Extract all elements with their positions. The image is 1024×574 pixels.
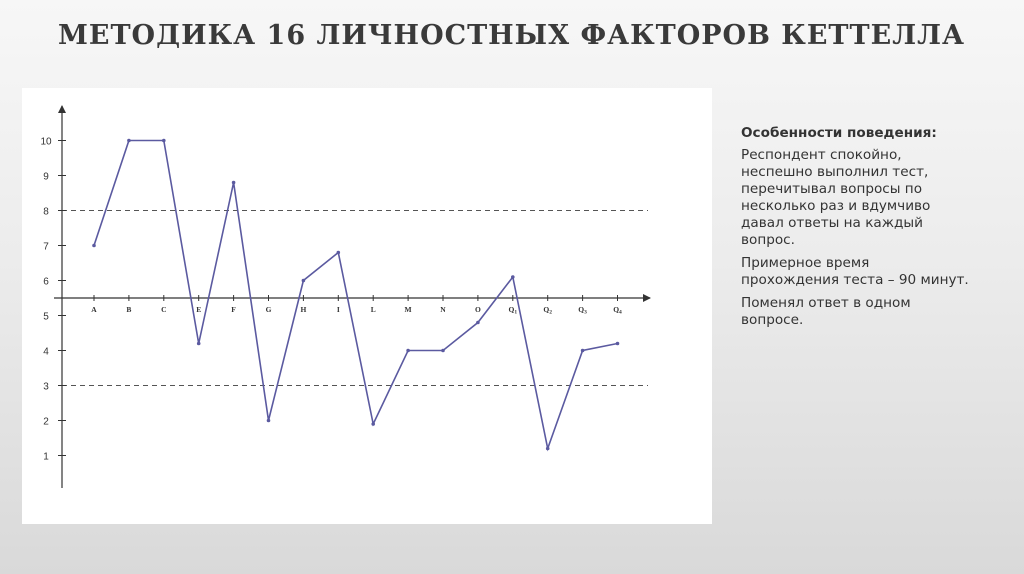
- y-tick-label-5: 5: [43, 311, 49, 323]
- profile-line: [94, 141, 618, 449]
- x-tick-label-Q2: $Q_2$: [543, 305, 552, 316]
- y-tick-label-4: 4: [43, 346, 49, 358]
- data-point-I: [337, 251, 341, 255]
- data-point-B: [127, 139, 131, 143]
- x-tick-label-E: E: [196, 305, 202, 314]
- x-tick-label-F: F: [231, 305, 236, 314]
- chart-panel: [22, 88, 712, 524]
- x-tick-label-H: H: [300, 305, 307, 314]
- behavior-notes: [741, 125, 971, 335]
- profile-chart: [22, 88, 712, 524]
- x-tick-label-O: O: [474, 305, 481, 314]
- x-tick-label-Q1: $Q_1$: [508, 305, 518, 316]
- data-point-G: [267, 419, 271, 423]
- x-tick-label-A: A: [91, 305, 97, 314]
- x-tick-label-N: N: [440, 305, 446, 314]
- notes-paragraph-3: Поменял ответ в одном вопросе.: [741, 295, 911, 328]
- data-point-Q2: [546, 447, 550, 451]
- x-tick-label-Q4: $Q_4$: [613, 305, 622, 316]
- data-point-Q3: [581, 349, 585, 353]
- data-point-N: [441, 349, 445, 353]
- data-point-F: [232, 181, 236, 185]
- data-point-Q4: [616, 342, 620, 346]
- x-tick-label-G: G: [265, 305, 272, 314]
- y-tick-label-3: 3: [43, 381, 49, 393]
- x-tick-label-C: C: [161, 305, 167, 314]
- notes-paragraph-1: Респондент спокойно, неспешно выполнил тест, перечитывал вопросы по несколько раз и вдумчиво давал ответы на каждый вопрос.: [741, 147, 931, 248]
- data-point-Q1: [511, 275, 515, 279]
- notes-paragraph-2: Примерное время прохождения теста – 90 минут.: [741, 255, 969, 288]
- x-tick-label-L: L: [370, 305, 376, 314]
- y-tick-label-9: 9: [43, 171, 49, 183]
- x-tick-label-Q3: $Q_3$: [578, 305, 587, 316]
- slide-title: МЕТОДИКА 16 ЛИЧНОСТНЫХ ФАКТОРОВ КЕТТЕЛЛА: [58, 20, 965, 51]
- y-tick-label-1: 1: [43, 451, 49, 463]
- y-tick-label-8: 8: [43, 206, 49, 218]
- data-point-M: [406, 349, 410, 353]
- notes-heading: Особенности поведения:: [741, 125, 937, 141]
- x-tick-label-I: I: [336, 305, 340, 314]
- x-tick-label-M: M: [404, 305, 412, 314]
- data-point-H: [302, 279, 306, 283]
- x-tick-label-B: B: [126, 305, 132, 314]
- y-tick-label-7: 7: [43, 241, 49, 253]
- y-tick-label-6: 6: [43, 276, 49, 288]
- y-tick-label-10: 10: [40, 136, 52, 148]
- y-tick-label-2: 2: [43, 416, 49, 428]
- data-point-C: [162, 139, 166, 143]
- data-point-A: [92, 244, 96, 248]
- data-point-L: [371, 422, 375, 426]
- data-point-E: [197, 342, 201, 346]
- data-point-O: [476, 321, 480, 325]
